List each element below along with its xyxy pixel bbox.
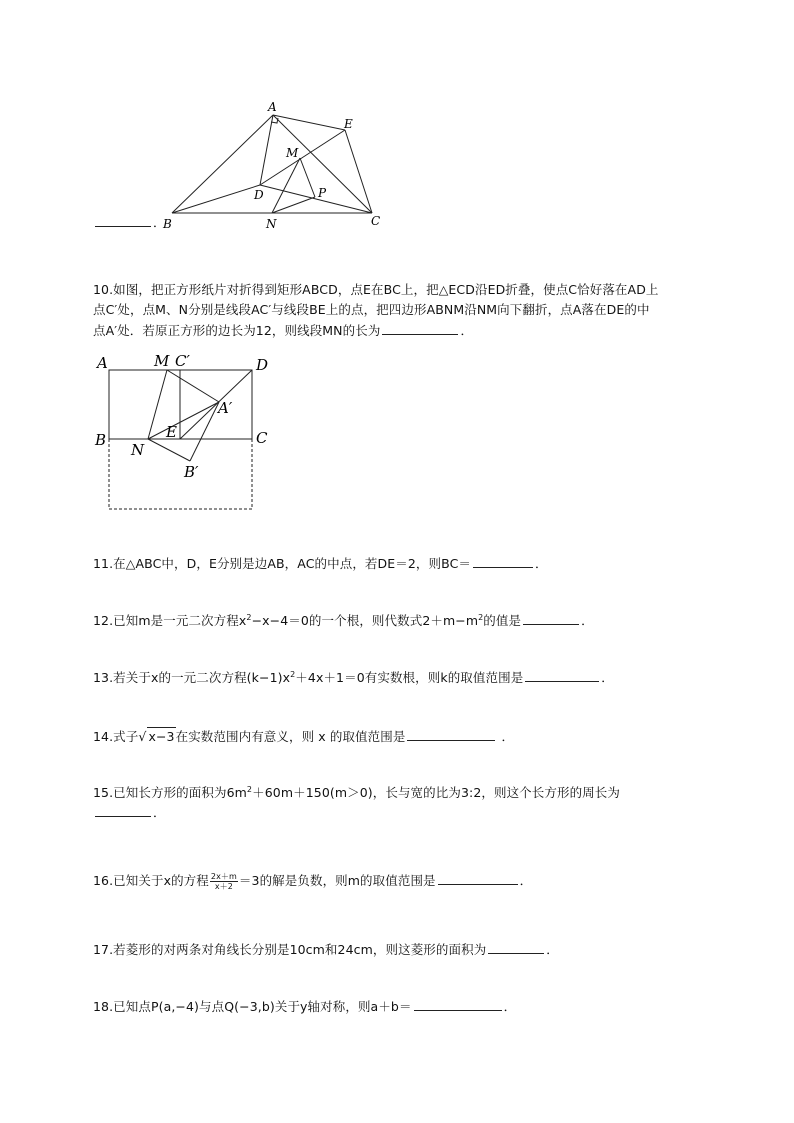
q16: 16.已知关于x的方程 $\frac{2x+m}{x+2}$ ＝3的解是负数，则m的取值范围是 ． bbox=[93, 872, 533, 891]
q17: 17.若菱形的对两条对角线长分别是10cm和24cm，则这菱形的面积为 ． bbox=[93, 942, 559, 957]
segment-NA1 bbox=[148, 402, 219, 439]
q18: 18.已知点P(a,−4)与点Q(−3,b)关于y轴对称，则a＋b＝ ． bbox=[93, 999, 517, 1014]
segment-MA1 bbox=[167, 370, 219, 402]
segment-BD bbox=[172, 185, 260, 213]
q13: 13.若关于x的一元二次方程$(k-1)x^2+4x+1=0$有实数根，则k的取值范围是 ． bbox=[93, 669, 614, 685]
figure-rectangle-fold bbox=[90, 348, 280, 516]
answer-blank bbox=[523, 612, 579, 625]
segment-ED bbox=[180, 370, 252, 439]
q14: 14.式子√ x−3在实数范围内有意义，则 x 的取值范围是 ． bbox=[93, 729, 515, 744]
label-A-prime: A′ bbox=[218, 399, 233, 417]
q10-line3: 点A′处．若原正方形的边长为12，则线段MN的长为 ． bbox=[93, 323, 474, 338]
q15-line1: 15.已知长方形的面积为$6m^2+60m+150(m>0)$，长与宽的比为3:2，则这个长方形的周长为 bbox=[93, 784, 620, 800]
label-C-prime: C′ bbox=[175, 352, 190, 370]
segment-A1B1 bbox=[190, 402, 219, 461]
label-B: B bbox=[95, 431, 107, 449]
segment-DC bbox=[260, 185, 372, 213]
label-E: E bbox=[344, 117, 353, 131]
segment-NB1 bbox=[148, 439, 190, 461]
label-N: N bbox=[266, 217, 277, 231]
answer-blank bbox=[488, 941, 544, 954]
q11: 11.在△ABC中，D，E分别是边AB，AC的中点，若DE＝2，则BC＝ ． bbox=[93, 556, 548, 571]
label-A: A bbox=[268, 100, 277, 114]
radicand: x−3 bbox=[148, 729, 175, 744]
label-B: B bbox=[163, 217, 172, 231]
fraction: $\frac{2x+m}{x+2}$ bbox=[210, 872, 237, 891]
label-M: M bbox=[286, 146, 299, 160]
label-N: N bbox=[131, 441, 145, 459]
answer-blank bbox=[414, 998, 502, 1011]
answer-blank bbox=[438, 872, 518, 885]
answer-blank bbox=[407, 728, 495, 741]
q12: 12.已知m是一元二次方程$x^2-x-4=0$的一个根，则代数式$2+m-m^2$的值是 ． bbox=[93, 612, 594, 628]
answer-blank bbox=[95, 214, 151, 227]
segment-MN bbox=[272, 158, 300, 213]
root-sign: √ bbox=[138, 729, 147, 744]
segment-MP bbox=[300, 158, 315, 197]
label-A: A bbox=[97, 354, 108, 372]
q10-line2: 点C′处，点M、N分别是线段AC′与线段BE上的点，把四边形ABNM沿NM向下翻折，点A落在DE的中 bbox=[93, 302, 650, 317]
label-P: P bbox=[318, 186, 327, 200]
label-D: D bbox=[256, 356, 269, 374]
answer-blank bbox=[473, 555, 533, 568]
answer-blank bbox=[525, 669, 599, 682]
label-E: E bbox=[166, 423, 177, 441]
segment-DE bbox=[260, 130, 345, 185]
answer-blank bbox=[382, 322, 458, 335]
label-M: M bbox=[154, 352, 170, 370]
segment-EC bbox=[345, 130, 372, 213]
q10-line1: 10.如图，把正方形纸片对折得到矩形ABCD，点E在BC上，把△ECD沿ED折叠，使点C恰好落在AD上 bbox=[93, 282, 659, 297]
answer-blank bbox=[95, 804, 151, 817]
segment-AE bbox=[273, 115, 345, 130]
q9-answer-line: ． bbox=[93, 214, 166, 232]
segment-MN bbox=[148, 370, 167, 439]
q15-line2: ． bbox=[93, 804, 166, 822]
label-C: C bbox=[371, 214, 381, 228]
label-C: C bbox=[256, 429, 268, 447]
label-B-prime: B′ bbox=[184, 463, 199, 481]
figure-quadrilateral bbox=[150, 95, 390, 235]
label-D: D bbox=[254, 188, 264, 202]
